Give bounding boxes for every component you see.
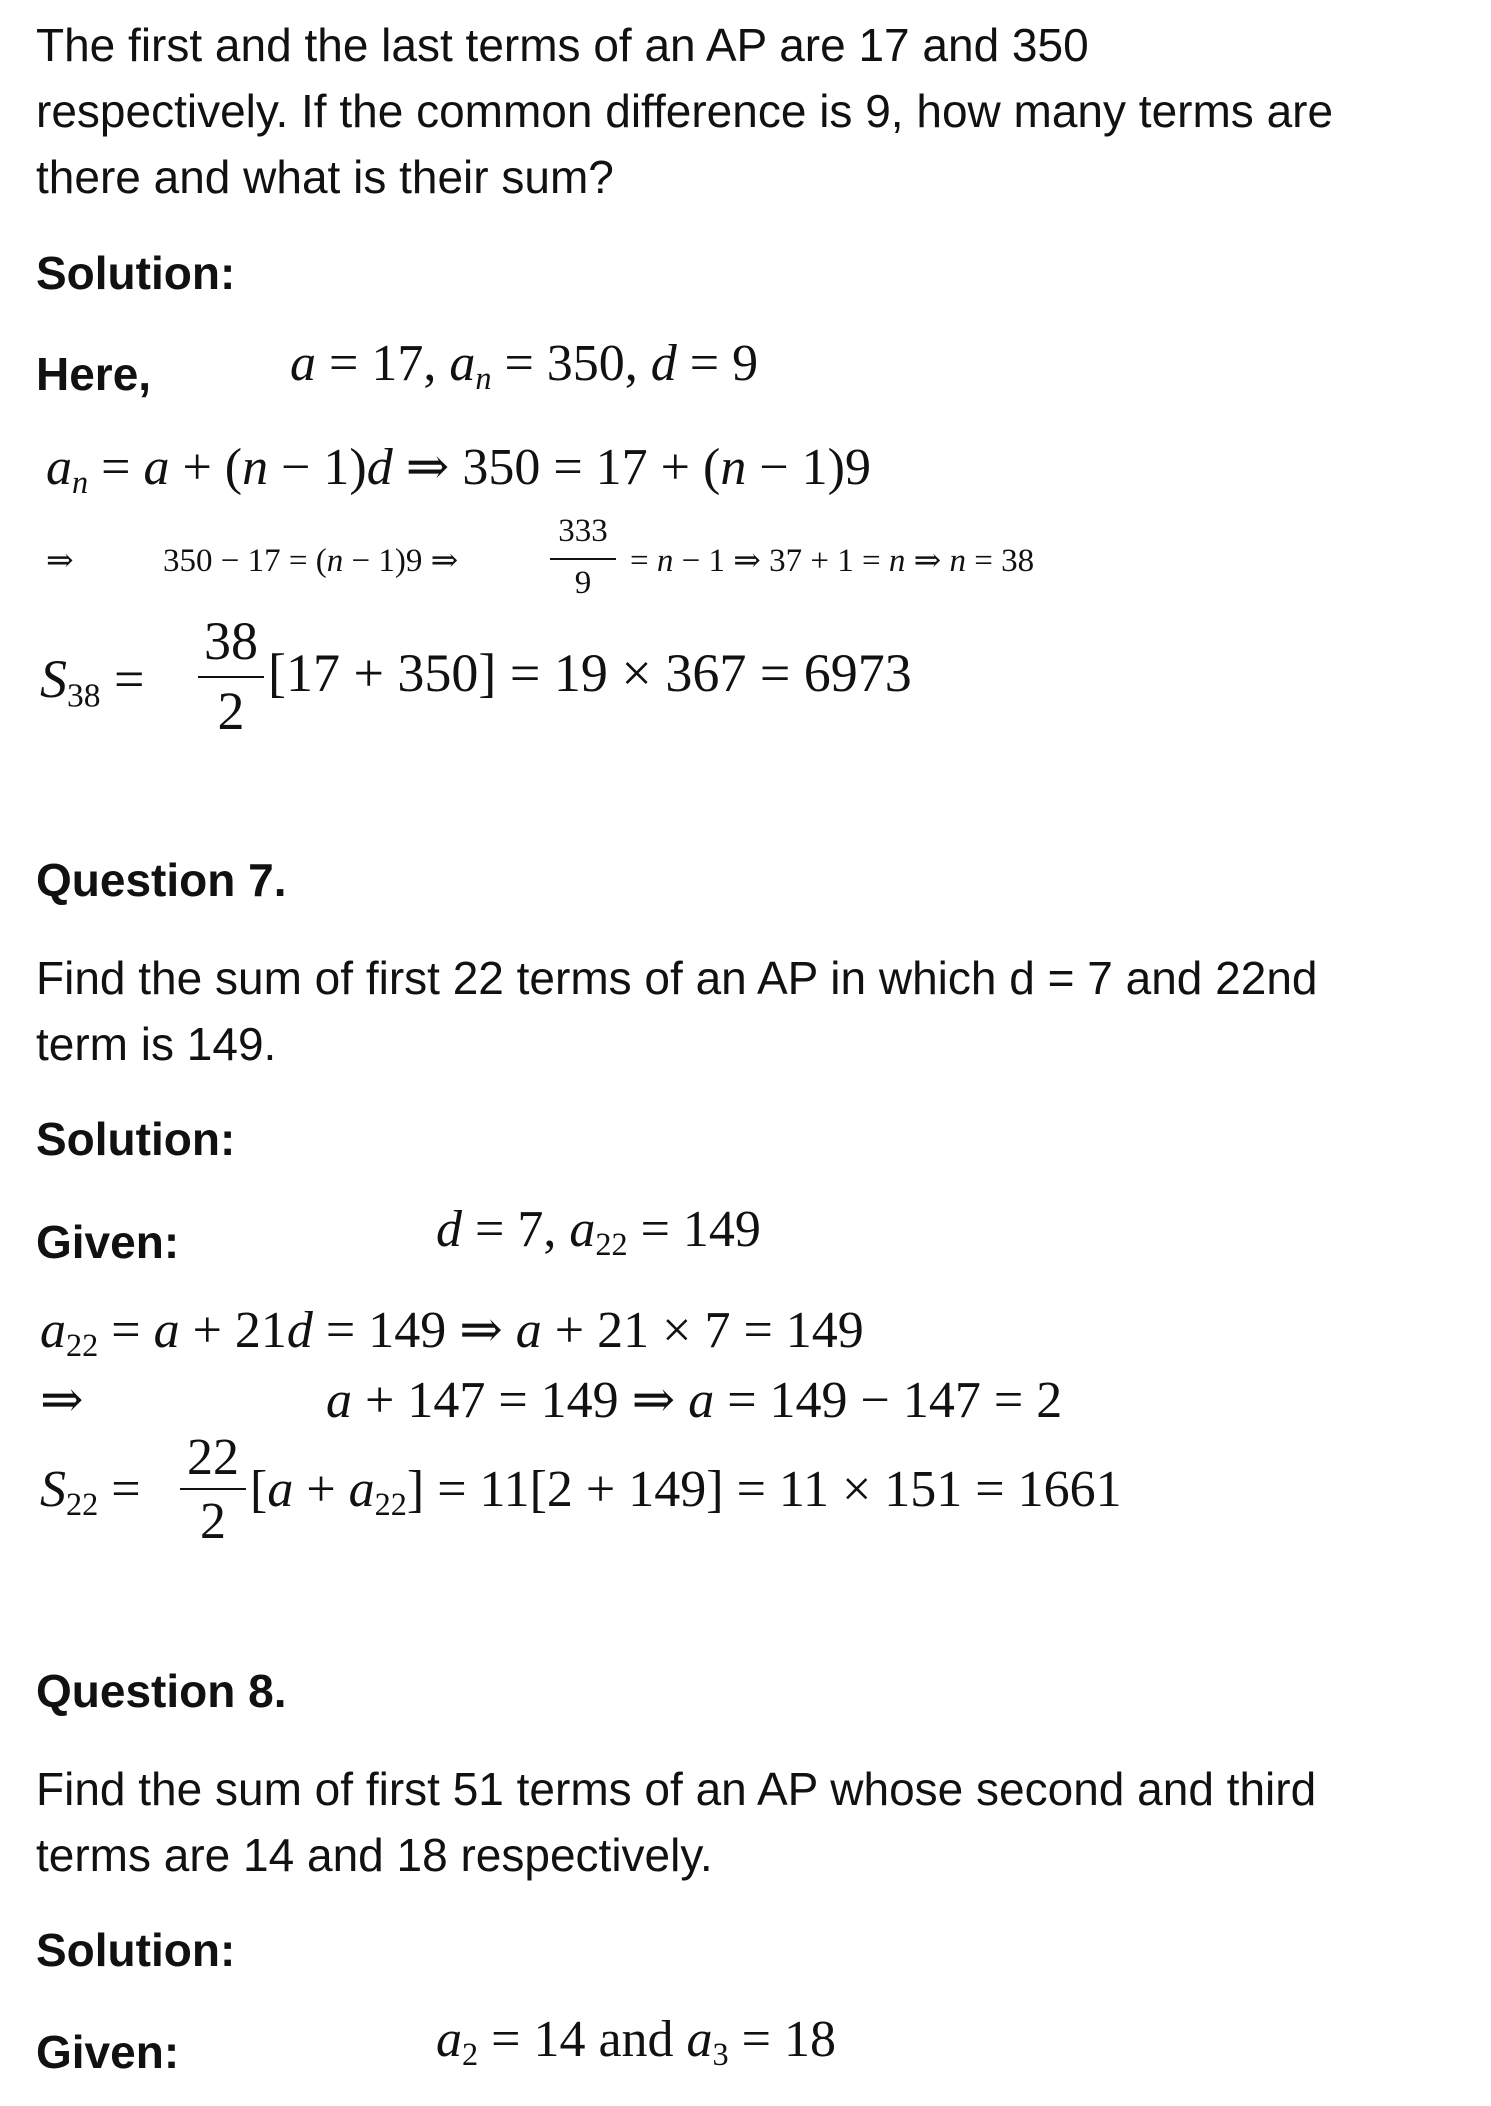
q7-problem-line-1: Find the sum of first 22 terms of an AP in which d = 7 and 22nd [36, 952, 1318, 1004]
q7-step2-arrow: ⇒ [40, 1372, 84, 1429]
q6-sum-fraction [198, 610, 264, 740]
q8-given-values: $a_2 = 14$ and $a_3 = 18$ [436, 2011, 836, 2073]
q7-heading: Question 7. [36, 854, 287, 906]
q8-heading: Question 8. [36, 1665, 287, 1717]
q7-step1: $a_{22} = a + 21d = 149$ ⇒ a + 21 × 7 = 149 [40, 1302, 864, 1364]
q6-step2-arrow: ⇒ [46, 543, 74, 579]
sum-subscript: 22 [66, 1486, 99, 1523]
q6-problem-line-3: there and what is their sum? [36, 151, 614, 203]
q7-given-values: d = 7, $a_{22} = 149$ [436, 1201, 761, 1263]
q7-problem-line-2: term is 149. [36, 1018, 277, 1070]
q6-step2-fraction-denominator: 9 [574, 565, 592, 601]
sum-symbol: S [40, 649, 67, 709]
sum-subscript: 38 [67, 677, 101, 715]
q6-problem-line-1: The first and the last terms of an AP are 17 and 350 [36, 19, 1089, 71]
q6-given-values: a = 17, $a_n = 350$, d = 9 [290, 335, 759, 397]
q8-solution-label: Solution: [36, 1924, 236, 1976]
q6-step2-fraction [550, 513, 616, 603]
q8-given-label: Given: [36, 2026, 180, 2078]
q6-problem-line-2: respectively. If the common difference is 9, how many terms are [36, 85, 1334, 137]
q6-sum-fraction-denominator: 2 [217, 681, 245, 741]
q6-sum-lhs: $S_{38}$ = [40, 649, 145, 715]
q6-step2-left: 350 − 17 = (n − 1)9 ⇒ [163, 543, 459, 579]
q7-sum-fraction-denominator: 2 [200, 1493, 226, 1550]
q7-sum-fraction-numerator: 22 [187, 1429, 239, 1486]
q8-problem-line-2: terms are 14 and 18 respectively. [36, 1829, 713, 1881]
q7-sum-rhs: $[a + a_{22}] = 11[2 + 149] = 11 \times 151 = 1661$ [250, 1461, 1122, 1523]
q6-nth-term-equation: $a_n = a + (n - 1)d$ ⇒ 350 = 17 + (n − 1)9 [46, 439, 871, 501]
q6-step2-right: = n − 1 ⇒ 37 + 1 = n ⇒ n = 38 [630, 543, 1035, 579]
q7-sum-fraction [180, 1428, 246, 1548]
q7-sum-lhs: $S_{22}$ = [40, 1461, 141, 1523]
q6-sum-rhs: [17 + 350] = 19 × 367 = 6973 [268, 643, 912, 703]
q8-problem-line-1: Find the sum of first 51 terms of an AP whose second and third [36, 1763, 1317, 1815]
q6-step2-fraction-numerator: 333 [558, 513, 608, 549]
q6-sum-fraction-numerator: 38 [204, 611, 258, 671]
q6-solution-label: Solution: [36, 247, 236, 299]
q7-solution-label: Solution: [36, 1113, 236, 1165]
q6-here-label: Here, [36, 348, 152, 400]
q7-given-label: Given: [36, 1216, 180, 1268]
fraction-bar [180, 1488, 246, 1490]
fraction-bar [550, 558, 616, 560]
sum-symbol: S [40, 1461, 66, 1518]
q7-step2: a + 147 = 149 ⇒ a = 149 − 147 = 2 [326, 1372, 1063, 1429]
fraction-bar [198, 676, 264, 678]
